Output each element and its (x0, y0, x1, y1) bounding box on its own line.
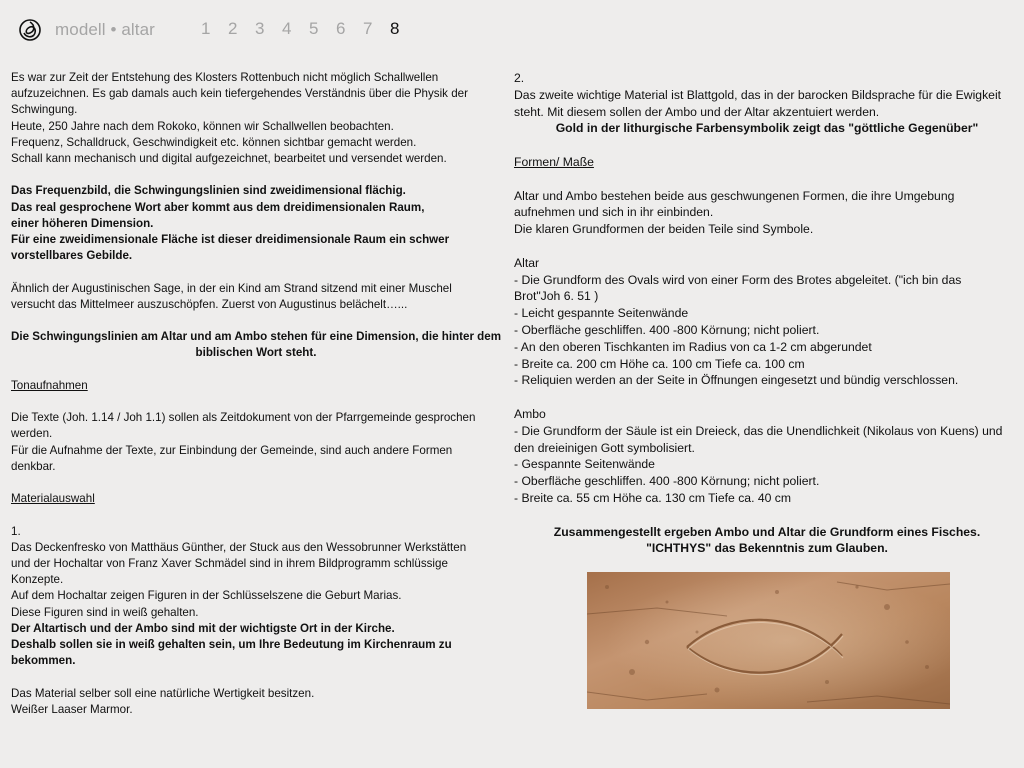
text-line: 1. (11, 524, 21, 538)
page-link-1[interactable]: 1 (201, 19, 211, 38)
page-link-7[interactable]: 7 (363, 19, 373, 38)
text-line: 2. (514, 71, 525, 85)
site-title[interactable]: modell • altar (55, 20, 155, 39)
text-line: Altar (514, 255, 540, 270)
text-line: Ambo (514, 406, 546, 421)
text-line: - Die Grundform des Ovals wird von einer Form des Brotes abgeleitet. ("ich bin das (514, 272, 962, 287)
text-line: Frequenz, Schalldruck, Geschwindigkeit etc. können sichtbar gemacht werden. (11, 135, 417, 149)
text-line: - Gespannte Seitenwände (514, 457, 655, 472)
text-line: Das real gesprochene Wort aber kommt aus dem dreidimensionalen Raum, (11, 200, 425, 214)
right-text-column (514, 70, 1020, 557)
text-line: Das Material selber soll eine natürliche Wertigkeit besitzen. (11, 686, 315, 700)
text-line: Schall kann mechanisch und digital aufgezeichnet, bearbeitet und versendet werden. (11, 152, 447, 166)
recordings-paragraph (11, 410, 501, 475)
text-line: "ICHTHYS" das Bekenntnis zum Glauben. (646, 541, 888, 556)
text-line: - Breite ca. 200 cm Höhe ca. 100 cm Tiefe ca. 100 cm (514, 356, 805, 371)
dimension-paragraph (11, 183, 501, 264)
text-line: Für die Aufnahme der Texte, zur Einbindung der Gemeinde, sind auch andere Formen (11, 443, 453, 457)
text-line: den dreieinigen Gott symbolisiert. (514, 440, 695, 455)
text-line: Diese Figuren sind in weiß gehalten. (11, 605, 199, 619)
text-line: biblischen Wort steht. (195, 346, 317, 360)
text-line: vorstellbares Gebilde. (11, 249, 133, 263)
section-heading-formen: Formen/ Maße (514, 154, 594, 169)
section-heading-materialauswahl: Materialauswahl (11, 492, 95, 506)
text-line: Das zweite wichtige Material ist Blattgold, das in der barocken Bildsprache für die Ewigkeit (514, 87, 1002, 102)
text-line: Altar und Ambo bestehen beide aus geschwungenen Formen, die ihre Umgebung (514, 188, 955, 203)
text-line: Auf dem Hochaltar zeigen Figuren in der Schlüsselszene die Geburt Marias. (11, 589, 402, 603)
text-line: Schwingung. (11, 103, 78, 117)
text-line: Das Frequenzbild, die Schwingungslinien sind zweidimensional flächig. (11, 184, 406, 198)
summary-paragraph (514, 524, 1020, 558)
knot-logo-icon[interactable] (18, 18, 42, 42)
text-line: Die Schwingungslinien am Altar und am Ambo stehen für eine Dimension, die hinter dem (11, 330, 502, 344)
text-line: Für eine zweidimensionale Fläche ist dieser dreidimensionale Raum ein schwer (11, 233, 450, 247)
page-link-4[interactable]: 4 (282, 19, 292, 38)
ichthys-stone-image (587, 572, 950, 709)
page-navigation (201, 19, 417, 39)
text-line: - Reliquien werden an der Seite in Öffnungen eingesetzt und bündig verschlossen. (514, 373, 959, 388)
text-line: Der Altartisch und der Ambo sind mit der wichtigste Ort in der Kirche. (11, 621, 395, 635)
text-line: bekommen. (11, 654, 76, 668)
altar-specs (514, 255, 1020, 389)
text-line: versucht das Mittelmeer auszuschöpfen. Zuerst von Augustinus belächelt…... (11, 297, 408, 311)
section-heading-tonaufnahmen: Tonaufnahmen (11, 378, 88, 392)
gold-symbolism-line: Gold in der lithurgische Farbensymbolik zeigt das "göttliche Gegenüber" (555, 121, 979, 136)
text-line: Die Texte (Joh. 1.14 / Joh 1.1) sollen als Zeitdokument von der Pfarrgemeinde gesprochen (11, 411, 476, 425)
text-line: Deshalb sollen sie in weiß gehalten sein, um Ihre Bedeutung im Kirchenraum zu (11, 638, 452, 651)
text-line: - Leicht gespannte Seitenwände (514, 306, 689, 321)
text-line: Zusammengestellt ergeben Ambo und Altar die Grundform eines Fisches. (553, 524, 981, 539)
text-line: - An den oberen Tischkanten im Radius von ca 1-2 cm abgerundet (514, 339, 872, 354)
text-line: steht. Mit diesem sollen der Ambo und der Altar akzentuiert werden. (514, 104, 880, 119)
text-line: - Die Grundform der Säule ist ein Dreieck, das die Unendlichkeit (Nikolaus von Kuens) und (514, 423, 1003, 438)
text-line: Die klaren Grundformen der beiden Teile sind Symbole. (514, 222, 814, 237)
page-link-6[interactable]: 6 (336, 19, 346, 38)
text-line: - Breite ca. 55 cm Höhe ca. 130 cm Tiefe ca. 40 cm (514, 490, 792, 505)
left-text-column (11, 70, 501, 718)
page-link-3[interactable]: 3 (255, 19, 265, 38)
text-line: - Oberfläche geschliffen. 400 -800 Körnung; nicht poliert. (514, 474, 820, 489)
text-line: aufnehmen und sich in ihr einbinden. (514, 205, 714, 220)
vibration-lines-paragraph (11, 329, 501, 361)
text-line: Weißer Laaser Marmor. (11, 702, 133, 716)
material-paragraph (11, 524, 501, 670)
augustinus-paragraph (11, 281, 501, 313)
text-line: einer höheren Dimension. (11, 216, 154, 230)
text-line: werden. (11, 427, 53, 441)
page-link-8-current[interactable]: 8 (390, 19, 400, 38)
text-line: Das Deckenfresko von Matthäus Günther, der Stuck aus den Wessobrunner Werkstätten (11, 540, 467, 554)
intro-paragraph (11, 70, 501, 167)
marble-paragraph (11, 686, 501, 718)
forms-paragraph (514, 188, 1020, 238)
text-line: Konzepte. (11, 573, 64, 587)
text-line: Ähnlich der Augustinischen Sage, in der ein Kind am Strand sitzend mit einer Muschel (11, 281, 452, 295)
page-link-2[interactable]: 2 (228, 19, 238, 38)
text-line: und der Hochaltar von Franz Xaver Schmädel sind in ihrem Bildprogramm schlüssige (11, 556, 448, 570)
gold-paragraph (514, 70, 1020, 137)
page-link-5[interactable]: 5 (309, 19, 319, 38)
text-line: denkbar. (11, 459, 56, 473)
header (18, 14, 155, 46)
ambo-specs (514, 406, 1020, 507)
text-line: Es war zur Zeit der Entstehung des Klosters Rottenbuch nicht möglich Schallwellen (11, 71, 439, 84)
text-line: aufzuzeichnen. Es gab damals auch kein tiefergehendes Verständnis über die Physik der (11, 87, 468, 101)
text-line: Heute, 250 Jahre nach dem Rokoko, können wir Schallwellen beobachten. (11, 119, 394, 133)
text-line: - Oberfläche geschliffen. 400 -800 Körnung; nicht poliert. (514, 322, 820, 337)
text-line: Brot"Joh 6. 51 ) (514, 289, 599, 304)
